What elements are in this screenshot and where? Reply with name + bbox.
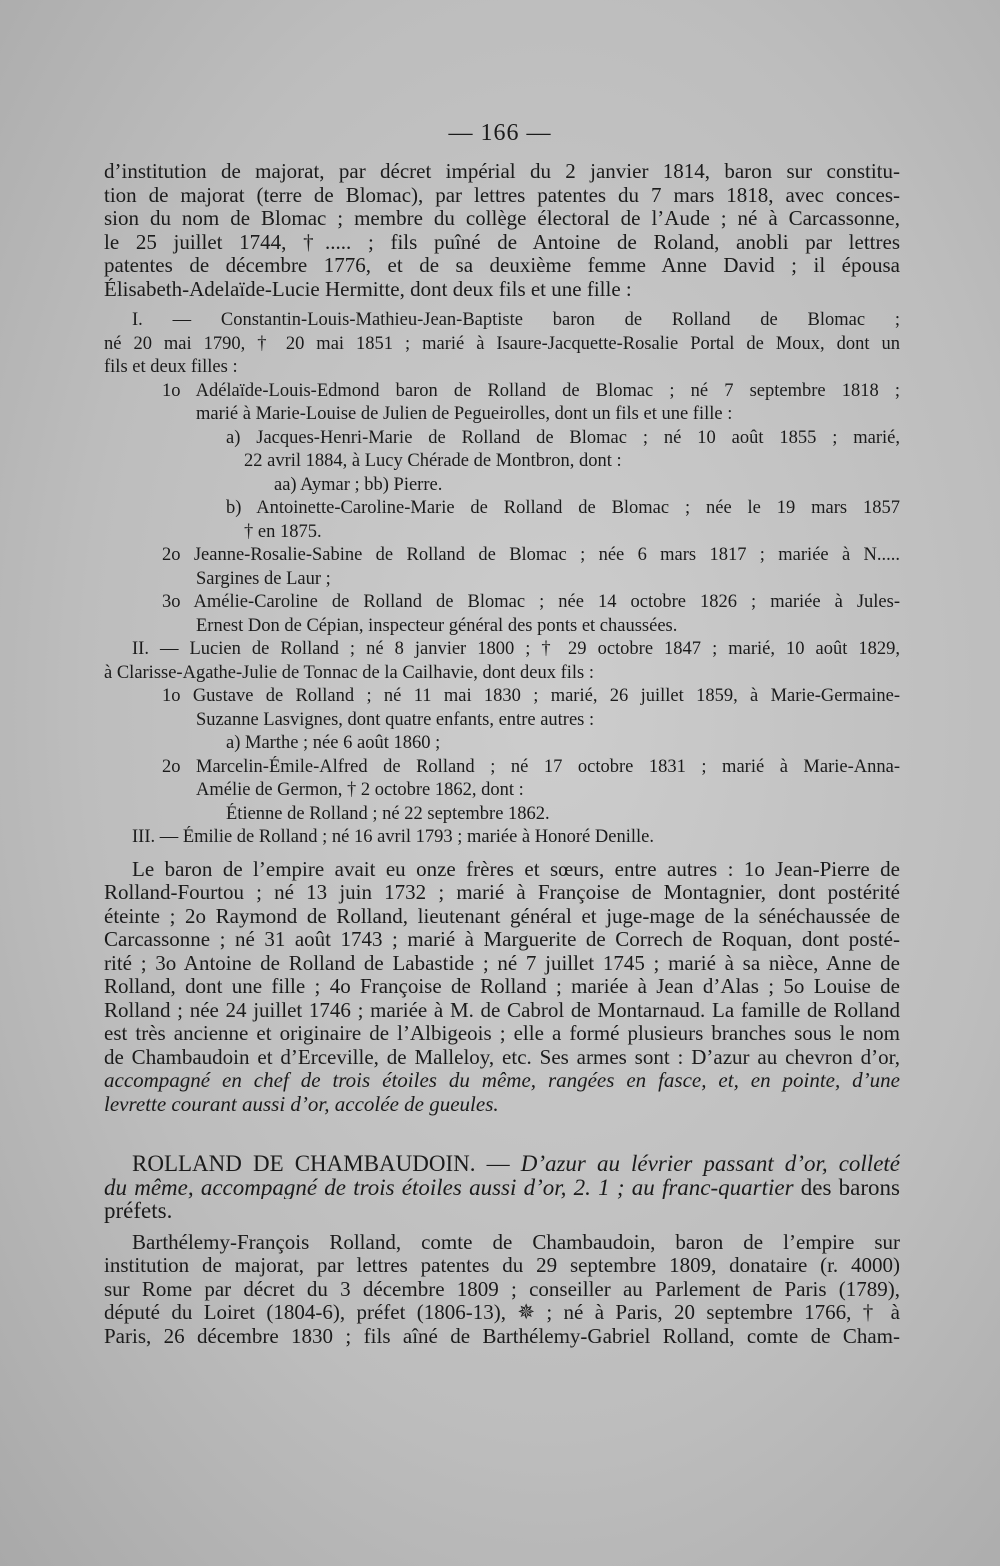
heading-line [104,1152,900,1176]
genealogy-line: I. — Constantin-Louis-Mathieu-Jean-Baptiste baron de Rolland de Blomac ; [132,310,900,330]
paragraph-continuation [104,160,900,301]
genealogy-line: a) Jacques-Henri-Marie de Rolland de Blomac ; né 10 août 1855 ; marié, [226,427,900,448]
text-line: le 25 juillet 1744, †..... ; fils puîné de Antoine de Roland, anobli par lettres [104,230,900,254]
genealogy-line: b) Antoinette-Caroline-Marie de Rolland de Blomac ; née le 19 mars 1857 [226,498,900,518]
genealogy-line: Ernest Don de Cépian, inspecteur général des ponts et chaussées. [196,615,678,636]
genealogy-line: Amélie de Germon, † 2 octobre 1862, dont : [196,780,524,800]
genealogy-line: fils et deux filles : [104,357,238,377]
genealogy-line: 22 avril 1884, à Lucy Chérade de Montbron, dont : [244,451,622,471]
genealogy-line: II. — Lucien de Rolland ; né 8 janvier 1800 ; † 29 octobre 1847 ; marié, 10 août 1829, [132,639,900,659]
genealogy-line: aa) Aymar ; bb) Pierre. [274,474,443,495]
text-line: Carcassonne ; né 31 août 1743 ; marié à Marguerite de Correch de Roquan, dont posté- [104,928,900,951]
text-line: Paris, 26 décembre 1830 ; fils aîné de Barthélemy-Gabriel Rolland, comte de Cham- [104,1324,900,1348]
genealogy-line: Étienne de Rolland ; né 22 septembre 1862. [226,803,550,824]
genealogy-line: III. — Émilie de Rolland ; né 16 avril 1793 ; mariée à Honoré Denille. [132,827,654,847]
genealogy-line: 1o Gustave de Rolland ; né 11 mai 1830 ; marié, 26 juillet 1859, à Marie-Germaine- [162,686,900,706]
blazon-line: levrette courant aussi d’or, accolée de gueules. [104,1092,499,1116]
text-line: rité ; 3o Antoine de Rolland de Labastide ; né 7 juillet 1745 ; marié à sa nièce, Anne de [104,951,900,975]
genealogy-line: a) Marthe ; née 6 août 1860 ; [226,733,441,753]
text-line: d’institution de majorat, par décret impérial du 2 janvier 1814, baron sur constitu- [104,160,900,183]
entry-heading [104,1152,900,1223]
text-line: tion de majorat (terre de Blomac), par lettres patentes du 7 mars 1818, avec conces- [104,183,900,207]
blazon-line: accompagné en chef de trois étoiles du même, rangées en fasce, et, en pointe, d’une [104,1069,900,1092]
text-line: Rolland ; née 24 juillet 1746 ; mariée à M. de Cabrol de Montarnaud. La famille de Rolland [104,998,900,1022]
heading-line: préfets. [104,1199,173,1223]
text-line: Le baron de l’empire avait eu onze frères et sœurs, entre autres : 1o Jean-Pierre de [132,857,900,881]
heading-line [104,1176,900,1200]
genealogy-line: Suzanne Lasvignes, dont quatre enfants, entre autres : [196,709,595,730]
genealogy-line: 3o Amélie-Caroline de Rolland de Blomac ; née 14 octobre 1826 ; mariée à Jules- [162,592,900,612]
text-line: est très ancienne et originaire de l’Albigeois ; elle a formé plusieurs branches sous le nom [104,1022,900,1045]
genealogy-line: † en 1875. [244,521,322,542]
genealogy-line: 2o Marcelin-Émile-Alfred de Rolland ; né 17 octobre 1831 ; marié à Marie-Anna- [162,756,900,777]
text-line: éteinte ; 2o Raymond de Rolland, lieutenant général et juge-mage de la sénéchaussée de [104,904,900,928]
chambaudoin-paragraph [104,1231,900,1349]
genealogy-line: 2o Jeanne-Rosalie-Sabine de Rolland de Blomac ; née 6 mars 1817 ; mariée à N..... [162,545,900,565]
genealogy-line: 1o Adélaïde-Louis-Edmond baron de Rolland de Blomac ; né 7 septembre 1818 ; [162,380,900,401]
blazon-text: du même, accompagné de trois étoiles aussi d’or, 2. 1 ; au franc-quartier [104,1175,794,1199]
genealogy-line: né 20 mai 1790, † 20 mai 1851 ; marié à Isaure-Jacquette-Rosalie Portal de Moux, dont un [104,333,900,354]
text-line: sion du nom de Blomac ; membre du collège électoral de l’Aude ; né à Carcassonne, [104,207,900,230]
genealogy-line: Sargines de Laur ; [196,568,331,589]
text-line: patentes de décembre 1776, et de sa deuxième femme Anne David ; il épousa [104,254,900,277]
text-line: Rolland, dont une fille ; 4o Françoise de Rolland ; mariée à Jean d’Alas ; 5o Louise de [104,975,900,998]
text-line: institution de majorat, par lettres patentes du 29 septembre 1809, donataire (r. 4000) [104,1254,900,1277]
page-number: — 166 — [448,120,552,146]
blazon-text: des barons [800,1175,900,1199]
genealogy-line: marié à Marie-Louise de Julien de Pegueirolles, dont un fils et une fille : [196,404,733,424]
text-line: de Chambaudoin et d’Erceville, de Malleloy, etc. Ses armes sont : D’azur au chevron d’or, [104,1045,900,1069]
blazon-text: D’azur au lévrier passant d’or, colleté [520,1152,900,1176]
entry-name: ROLLAND DE CHAMBAUDOIN. — [132,1152,510,1176]
genealogy-list [104,309,900,850]
text-line: Élisabeth-Adelaïde-Lucie Hermitte, dont deux fils et une fille : [104,277,632,301]
text-line: Rolland-Fourtou ; né 13 juin 1732 ; marié à Françoise de Montagnier, dont postérité [104,881,900,904]
text-line: sur Rome par décret du 3 décembre 1809 ; conseiller au Parlement de Paris (1789), [104,1277,900,1301]
siblings-paragraph [104,858,900,1117]
genealogy-line: à Clarisse-Agathe-Julie de Tonnac de la Cailhavie, dont deux fils : [104,662,595,683]
text-line: député du Loiret (1804-6), préfet (1806-13), ✵ ; né à Paris, 20 septembre 1766, † à [104,1301,900,1324]
text-line: Barthélemy-François Rolland, comte de Chambaudoin, baron de l’empire sur [132,1230,900,1254]
page-body [104,160,900,1348]
